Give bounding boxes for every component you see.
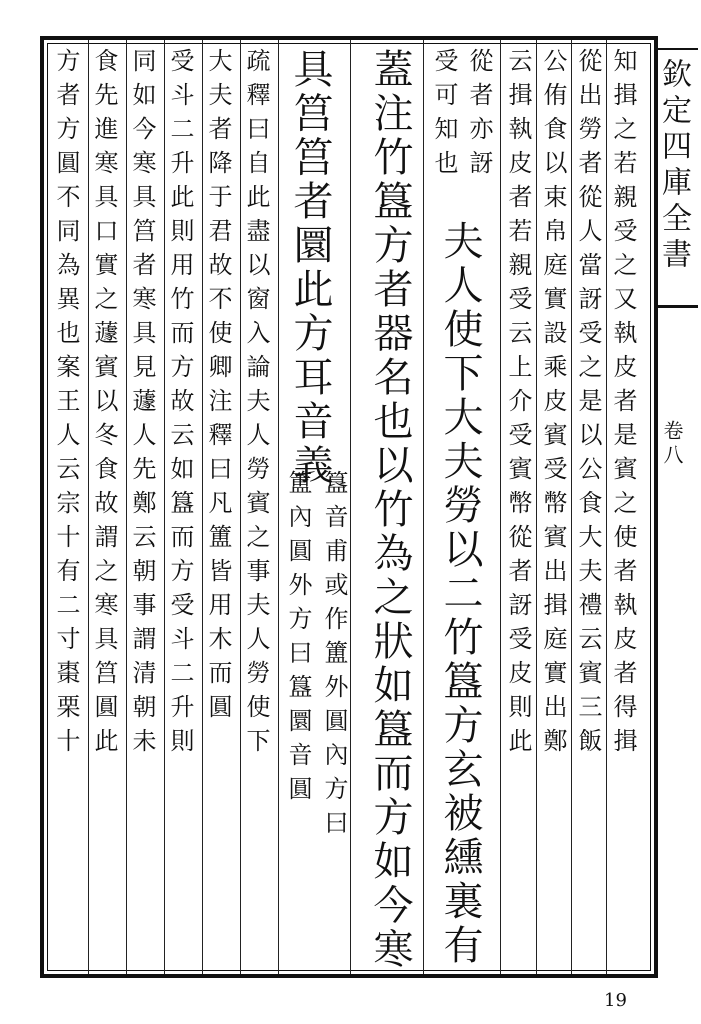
column-rule <box>350 40 351 974</box>
page-number: 19 <box>604 990 627 1011</box>
text-column-3: 公侑食以束帛庭實設乘皮賓受幣賓出揖庭實出鄭 <box>539 48 567 762</box>
column-rule <box>240 40 241 974</box>
column-rule <box>536 40 537 974</box>
text-column-12: 方者方圓不同為異也案王人云宗十有二寸棗栗十 <box>52 48 80 762</box>
annotation-column-2: 簠內圓外方曰簋圜音圓 <box>284 470 312 810</box>
volume-label: 卷八 <box>660 420 684 468</box>
column-rule <box>500 40 501 974</box>
text-column-10: 同如今寒具筥者寒具見蘧人先鄭云朝事謂清朝未 <box>128 48 156 762</box>
text-column-5: 從者亦訝 <box>465 48 493 184</box>
text-column-8: 大夫者降于君故不使卿注釋曰凡簠皆用木而圓 <box>204 48 232 728</box>
column-rule <box>423 40 424 974</box>
main-text-column-3: 具筥筥者圜此方耳音義 <box>287 48 333 488</box>
text-column-2: 從出勞者從人當訝受之是以公食大夫禮云賓三飯 <box>574 48 602 762</box>
annotation-column-1: 簋音甫或作簠外圓內方曰 <box>320 470 348 844</box>
column-rule <box>126 40 127 974</box>
text-column-4: 云揖執皮者若親受云上介受賓幣從者訝受皮則此 <box>504 48 532 762</box>
column-rule <box>278 40 279 974</box>
column-rule <box>571 40 572 974</box>
column-rule <box>88 40 89 974</box>
text-column-9: 受斗二升此則用竹而方故云如簋而方受斗二升則 <box>166 48 194 762</box>
main-text-column-2: 蓋注竹簋方者器名也以竹為之狀如簋而方如今寒 <box>367 48 413 972</box>
column-rule <box>606 40 607 974</box>
column-rule <box>164 40 165 974</box>
text-column-1: 知揖之若親受之又執皮者是賓之使者執皮者得揖 <box>609 48 637 762</box>
text-column-6: 受可知也 <box>430 48 458 184</box>
main-text-column-1: 夫人使下大夫勞以二竹簋方玄被纁裏有 <box>437 220 483 968</box>
text-column-11: 食先進寒具口實之蘧賓以冬食故謂之寒具筥圓此 <box>90 48 118 762</box>
column-rule <box>202 40 203 974</box>
book-title: 欽定四庫全書 <box>656 58 691 274</box>
text-column-7: 疏釋曰自此盡以窗入論夫人勞賓之事夫人勞使下 <box>242 48 270 762</box>
